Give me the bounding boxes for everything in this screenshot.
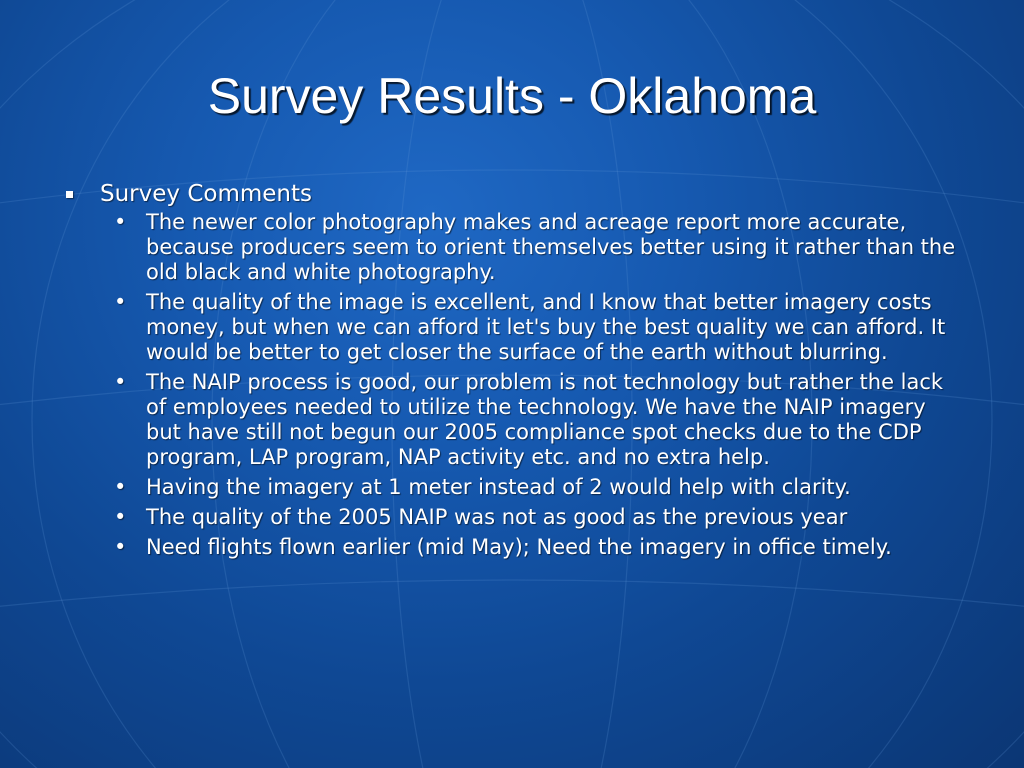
- slide-title: Survey Results - Oklahoma: [207, 68, 817, 124]
- comment-text: Having the imagery at 1 meter instead of 2 would help with clarity.: [146, 475, 851, 499]
- comment-text: The newer color photography makes and acreage report more accurate, because producers seem to orient themselves better using it rather than the old black and white photography.: [146, 210, 956, 284]
- comment-text: Need flights flown earlier (mid May); Need the imagery in office timely.: [146, 535, 892, 559]
- bullet-survey-comments: [60, 180, 960, 208]
- comment-text: The quality of the image is excellent, and I know that better imagery costs money, but when we can afford it let's buy the best quality we can afford. It would be better to get closer the surface of the earth without blurring.: [146, 290, 946, 364]
- comment-item: [114, 505, 960, 530]
- comment-item: [114, 210, 960, 285]
- round-bullet-icon: •: [114, 210, 127, 234]
- section-heading: Survey Comments: [100, 181, 312, 207]
- round-bullet-icon: •: [114, 505, 127, 529]
- comment-list: [114, 210, 960, 560]
- round-bullet-icon: •: [114, 370, 127, 394]
- round-bullet-icon: •: [114, 535, 127, 559]
- slide-content: [60, 180, 960, 565]
- comment-item: [114, 475, 960, 500]
- comment-item: [114, 370, 960, 470]
- comment-item: [114, 535, 960, 560]
- comment-text: The NAIP process is good, our problem is not technology but rather the lack of employees needed to utilize the technology. We have the NAIP imagery but have still not begun our 2005 compliance spot checks due to the CDP program, LAP program, NAP activity etc. and no extra help.: [146, 370, 944, 469]
- comment-text: The quality of the 2005 NAIP was not as good as the previous year: [146, 505, 848, 529]
- comment-item: [114, 290, 960, 365]
- round-bullet-icon: •: [114, 290, 127, 314]
- round-bullet-icon: •: [114, 475, 127, 499]
- square-bullet-icon: [66, 191, 73, 198]
